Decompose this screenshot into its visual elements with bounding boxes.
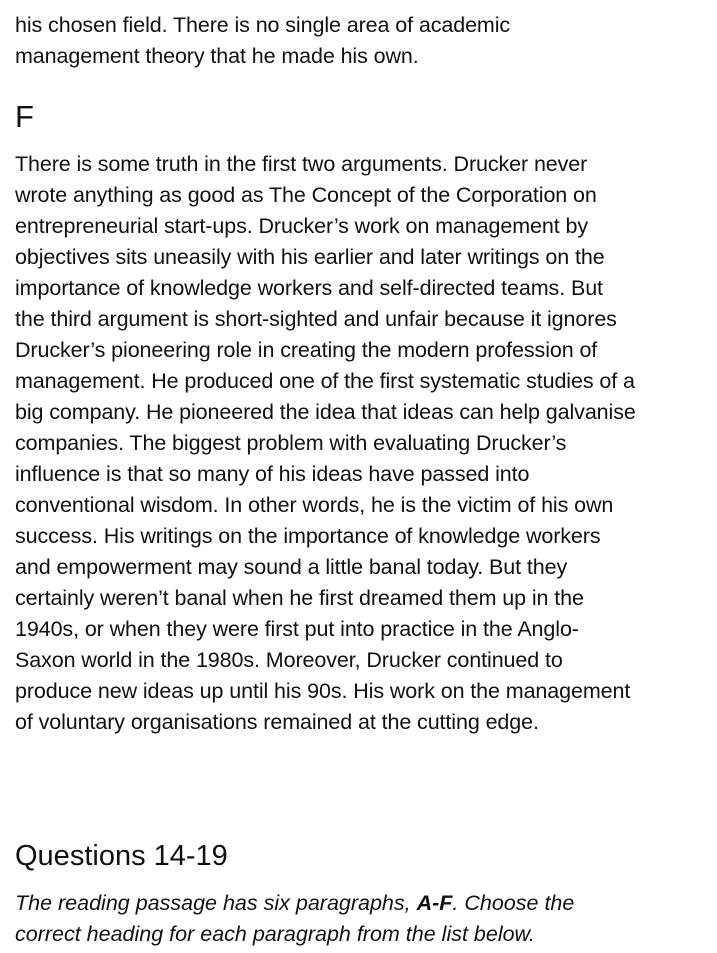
body-line: 1940s, or when they were first put into practice in the Anglo- bbox=[15, 617, 579, 641]
questions-instructions bbox=[15, 888, 574, 950]
body-line: and empowerment may sound a little banal today. But they bbox=[15, 555, 568, 579]
body-line: influence is that so many of his ideas have passed into bbox=[15, 462, 530, 486]
intro-paragraph bbox=[15, 10, 510, 72]
instructions-text: . Choose the bbox=[452, 891, 575, 915]
paragraph-f-body bbox=[15, 149, 636, 738]
body-line: big company. He pioneered the idea that ideas can help galvanise bbox=[15, 400, 636, 424]
body-line: certainly weren’t banal when he first dreamed them up in the bbox=[15, 586, 584, 610]
paragraph-letter-heading: F bbox=[15, 99, 34, 134]
body-line: companies. The biggest problem with evaluating Drucker’s bbox=[15, 431, 567, 455]
body-line: importance of knowledge workers and self-directed teams. But bbox=[15, 276, 603, 300]
body-line: conventional wisdom. In other words, he is the victim of his own bbox=[15, 493, 614, 517]
intro-line: management theory that he made his own. bbox=[15, 44, 419, 68]
body-line: produce new ideas up until his 90s. His work on the management bbox=[15, 679, 631, 703]
instructions-text: The reading passage has six paragraphs, bbox=[15, 891, 417, 915]
intro-line: his chosen field. There is no single area of academic bbox=[15, 13, 511, 37]
body-line: success. His writings on the importance of knowledge workers bbox=[15, 524, 601, 548]
body-line: of voluntary organisations remained at the cutting edge. bbox=[15, 710, 539, 734]
body-line: wrote anything as good as The Concept of the Corporation on bbox=[15, 183, 597, 207]
paragraph-range: A-F bbox=[416, 891, 453, 915]
instructions-text: correct heading for each paragraph from the list below. bbox=[15, 922, 535, 946]
body-line: entrepreneurial start-ups. Drucker’s work on management by bbox=[15, 214, 588, 238]
body-line: the third argument is short-sighted and unfair because it ignores bbox=[15, 307, 617, 331]
body-line: management. He produced one of the first systematic studies of a bbox=[15, 369, 635, 393]
body-line: Drucker’s pioneering role in creating the modern profession of bbox=[15, 338, 598, 362]
body-line: objectives sits uneasily with his earlier and later writings on the bbox=[15, 245, 605, 269]
body-line: There is some truth in the first two arguments. Drucker never bbox=[15, 152, 588, 176]
body-line: Saxon world in the 1980s. Moreover, Drucker continued to bbox=[15, 648, 563, 672]
questions-title: Questions 14-19 bbox=[15, 840, 228, 872]
